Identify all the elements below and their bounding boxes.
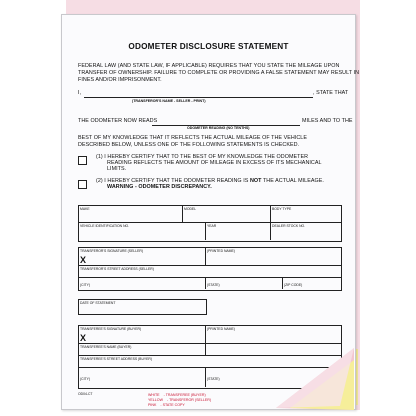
date-of-statement-field[interactable]: DATE OF STATEMENT [80,301,116,305]
option2-warning: WARNING - ODOMETER DISCREPANCY. [107,184,212,190]
seller-grid-vline-1 [205,247,206,265]
copy-white-color: WHITE [148,393,160,397]
buyer-city-field[interactable]: (CITY) [80,377,90,381]
buyer-grid-vline-1 [205,325,206,355]
intro-line-2: TRANSFER OF OWNERSHIP. FAILURE TO COMPLETE OR PROVIDING A FALSE STATEMENT MAY RESULT IN [78,70,360,76]
seller-signature-field[interactable]: TRANSFEROR'S SIGNATURE (SELLER) [80,249,143,253]
copy-yellow-dest: - TRANSFEROR (SELLER) [166,398,212,402]
seller-printed-name-field[interactable]: (PRINTED NAME) [207,249,235,253]
copy-white-dest: - TRANSFEREE (BUYER) [163,393,206,397]
odometer-reads-label: THE ODOMETER NOW READS [78,118,158,124]
seller-street-field[interactable]: TRANSFEROR'S STREET ADDRESS (SELLER) [80,267,154,271]
seller-state-field[interactable]: (STATE) [207,283,220,287]
seller-zip-field[interactable]: (ZIP CODE) [284,283,303,287]
copy-pink-color: PINK [148,403,157,407]
odometer-reading-caption: ODOMETER READING (NO TENTHS) [187,126,250,130]
body-type-field[interactable]: BODY TYPE [272,207,292,211]
transferor-name-caption: (TRANSFEROR'S NAME - SELLER - PRINT) [132,99,206,103]
page-curl-graphic [270,338,360,412]
seller-signature-x: X [80,255,87,265]
i-label: I, [78,90,82,96]
buyer-state-field[interactable]: (STATE) [207,377,220,381]
make-field[interactable]: MAKE [80,207,90,211]
option1-line-2: READING REFLECTS THE AMOUNT OF MILEAGE IN EXCESS OF ITS MECHANICAL [107,160,322,166]
seller-grid-divider-2 [78,277,341,278]
transferor-name-line[interactable] [84,97,313,98]
year-field[interactable]: YEAR [207,224,217,228]
knowledge-line-1: BEST OF MY KNOWLEDGE THAT IT REFLECTS THE ACTUAL MILEAGE OF THE VEHICLE [78,135,308,141]
buyer-grid-vline-2 [205,367,206,387]
buyer-signature-field[interactable]: TRANSFEREE'S SIGNATURE (BUYER) [80,327,142,331]
seller-grid-vline-2 [205,277,206,289]
vehicle-grid-divider [78,222,341,223]
copy-pink [148,404,185,408]
dealer-stock-field[interactable]: DEALER STOCK NO. [272,224,306,228]
seller-grid-divider-1 [78,265,341,266]
copy-yellow-color: YELLOW [148,398,163,402]
option1-checkbox[interactable] [78,156,87,165]
state-that-label: , STATE THAT [313,90,349,96]
seller-grid-vline-3 [282,277,283,289]
option1-line-1: (1) I HEREBY CERTIFY THAT TO THE BEST OF MY KNOWLEDGE THE ODOMETER [96,154,309,160]
vehicle-grid-vline-1 [182,205,183,222]
buyer-signature-x: X [80,333,87,343]
option2-text-a: (2) I HEREBY CERTIFY THAT THE ODOMETER READING IS [96,178,249,184]
copy-pink-dest: - STATE COPY [160,403,185,407]
knowledge-line-2: DESCRIBED BELOW, UNLESS ONE OF THE FOLLOWING STATEMENTS IS CHECKED. [78,142,300,148]
buyer-street-field[interactable]: TRANSFEREE'S STREET ADDRESS (BUYER) [80,357,152,361]
buyer-printed-name-field[interactable]: (PRINTED NAME) [207,327,235,331]
vehicle-grid-vline-2 [270,205,271,240]
model-field[interactable]: MODEL [184,207,197,211]
intro-line-1: FEDERAL LAW (AND STATE LAW, IF APPLICABLE) REQUIRES THAT YOU STATE THE MILEAGE UPON [78,63,340,69]
option2-checkbox[interactable] [78,180,87,189]
form-title: ODOMETER DISCLOSURE STATEMENT [128,42,289,51]
miles-label: MILES AND TO THE [302,118,353,124]
vehicle-grid-vline-3 [205,222,206,240]
intro-line-3: FINES AND/OR IMPRISONMENT. [78,77,162,83]
vin-field[interactable]: VEHICLE IDENTIFICATION NO. [80,224,130,228]
form-code: OD04-CT [78,392,93,396]
option2-text-b: THE ACTUAL MILEAGE. [262,178,324,184]
option1-line-3: LIMITS. [107,166,127,172]
option2-not: NOT [249,178,262,184]
seller-city-field[interactable]: (CITY) [80,283,90,287]
buyer-name-field[interactable]: TRANSFEREE'S NAME (BUYER) [80,345,132,349]
